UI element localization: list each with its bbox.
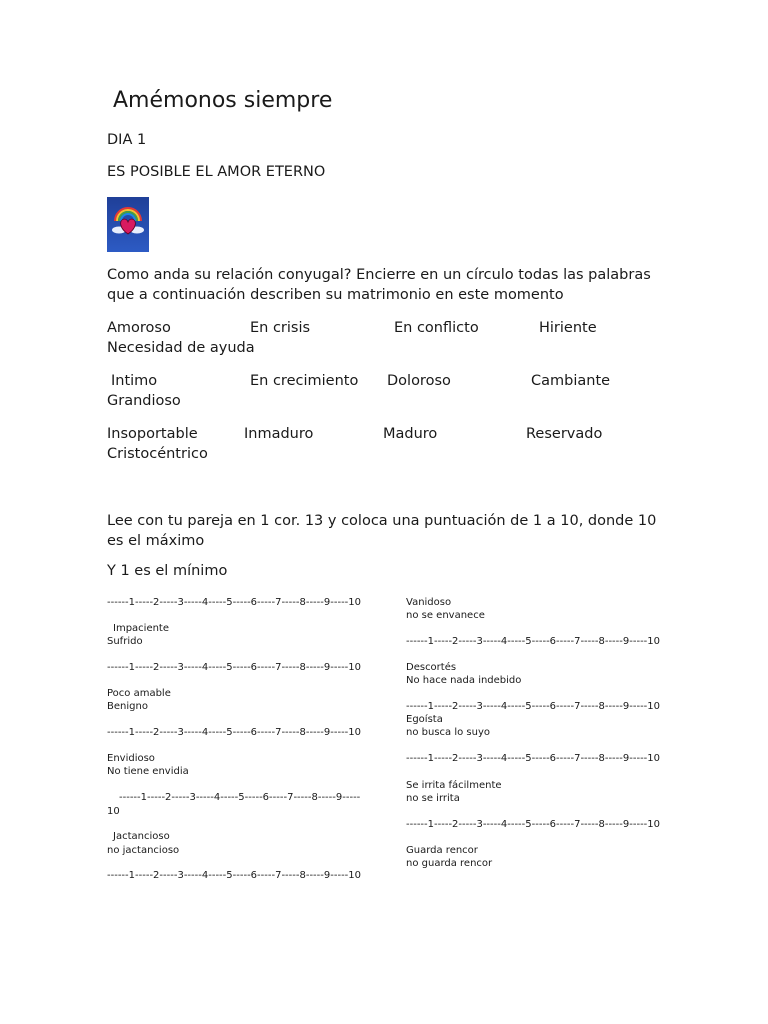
word-option[interactable]: Grandioso [107,393,181,409]
trait-positive: no se envanece [406,610,485,621]
word-option[interactable]: Cristocéntrico [107,446,208,462]
word-option[interactable]: Hiriente [539,320,597,336]
trait-negative: Impaciente [113,623,170,634]
word-option[interactable]: Inmaduro [244,426,314,442]
word-option[interactable]: Intimo [111,373,158,389]
trait-negative: Jactancioso [113,831,170,842]
rating-scale[interactable]: ------1-----2-----3-----4-----5-----6-----7-----8-----9----- [119,792,361,803]
trait-negative: Se irrita fácilmente [406,780,502,791]
word-option[interactable]: Necesidad de ayuda [107,340,255,356]
rating-scale[interactable]: ------1-----2-----3-----4-----5-----6-----7-----8-----9-----10 [107,597,362,608]
trait-negative: Egoísta [406,714,443,725]
trait-negative: Poco amable [107,688,171,699]
rating-scale-end[interactable]: 10 [107,806,120,817]
trait-negative: Vanidoso [406,597,452,608]
trait-positive: No hace nada indebido [406,675,522,686]
word-option[interactable]: En crisis [250,320,311,336]
rating-scale[interactable]: ------1-----2-----3-----4-----5-----6-----7-----8-----9-----10 [406,636,661,647]
trait-positive: No tiene envidia [107,766,189,777]
trait-negative: Envidioso [107,753,155,764]
word-option[interactable]: Insoportable [107,426,198,442]
rating-scale[interactable]: ------1-----2-----3-----4-----5-----6-----7-----8-----9-----10 [107,870,362,881]
rating-scale[interactable]: ------1-----2-----3-----4-----5-----6-----7-----8-----9-----10 [406,753,661,764]
word-option[interactable]: Maduro [383,426,438,442]
instruction-line: Y 1 es el mínimo [107,563,228,579]
section-heading: ES POSIBLE EL AMOR ETERNO [107,164,326,180]
rating-scale[interactable]: ------1-----2-----3-----4-----5-----6-----7-----8-----9-----10 [107,662,362,673]
rating-scale[interactable]: ------1-----2-----3-----4-----5-----6-----7-----8-----9-----10 [107,727,362,738]
document-title: Amémonos siempre [113,88,333,113]
question-paragraph: Como anda su relación conyugal? Encierre en un círculo todas las palabras que a continuación describen su matrimonio en este momento [107,267,651,303]
trait-positive: no busca lo suyo [406,727,490,738]
trait-positive: Benigno [107,701,148,712]
trait-negative: Descortés [406,662,457,673]
word-option[interactable]: Reservado [526,426,603,442]
instruction-paragraph: Lee con tu pareja en 1 cor. 13 y coloca una puntuación de 1 a 10, donde 10 es el máximo [107,513,657,549]
trait-negative: Guarda rencor [406,845,478,856]
trait-positive: no jactancioso [107,845,180,856]
heart-rainbow-icon [107,197,149,252]
trait-positive: no guarda rencor [406,858,493,869]
trait-positive: Sufrido [107,636,143,647]
word-option[interactable]: Doloroso [387,373,451,389]
word-option[interactable]: En crecimiento [250,373,359,389]
day-label: DIA 1 [107,132,147,148]
word-option[interactable]: Cambiante [531,373,611,389]
trait-positive: no se irrita [406,793,460,804]
word-option[interactable]: Amoroso [107,320,171,336]
rating-scale[interactable]: ------1-----2-----3-----4-----5-----6-----7-----8-----9-----10 [406,819,661,830]
word-option[interactable]: En conflicto [394,320,479,336]
rating-scale[interactable]: ------1-----2-----3-----4-----5-----6-----7-----8-----9-----10 [406,701,661,712]
